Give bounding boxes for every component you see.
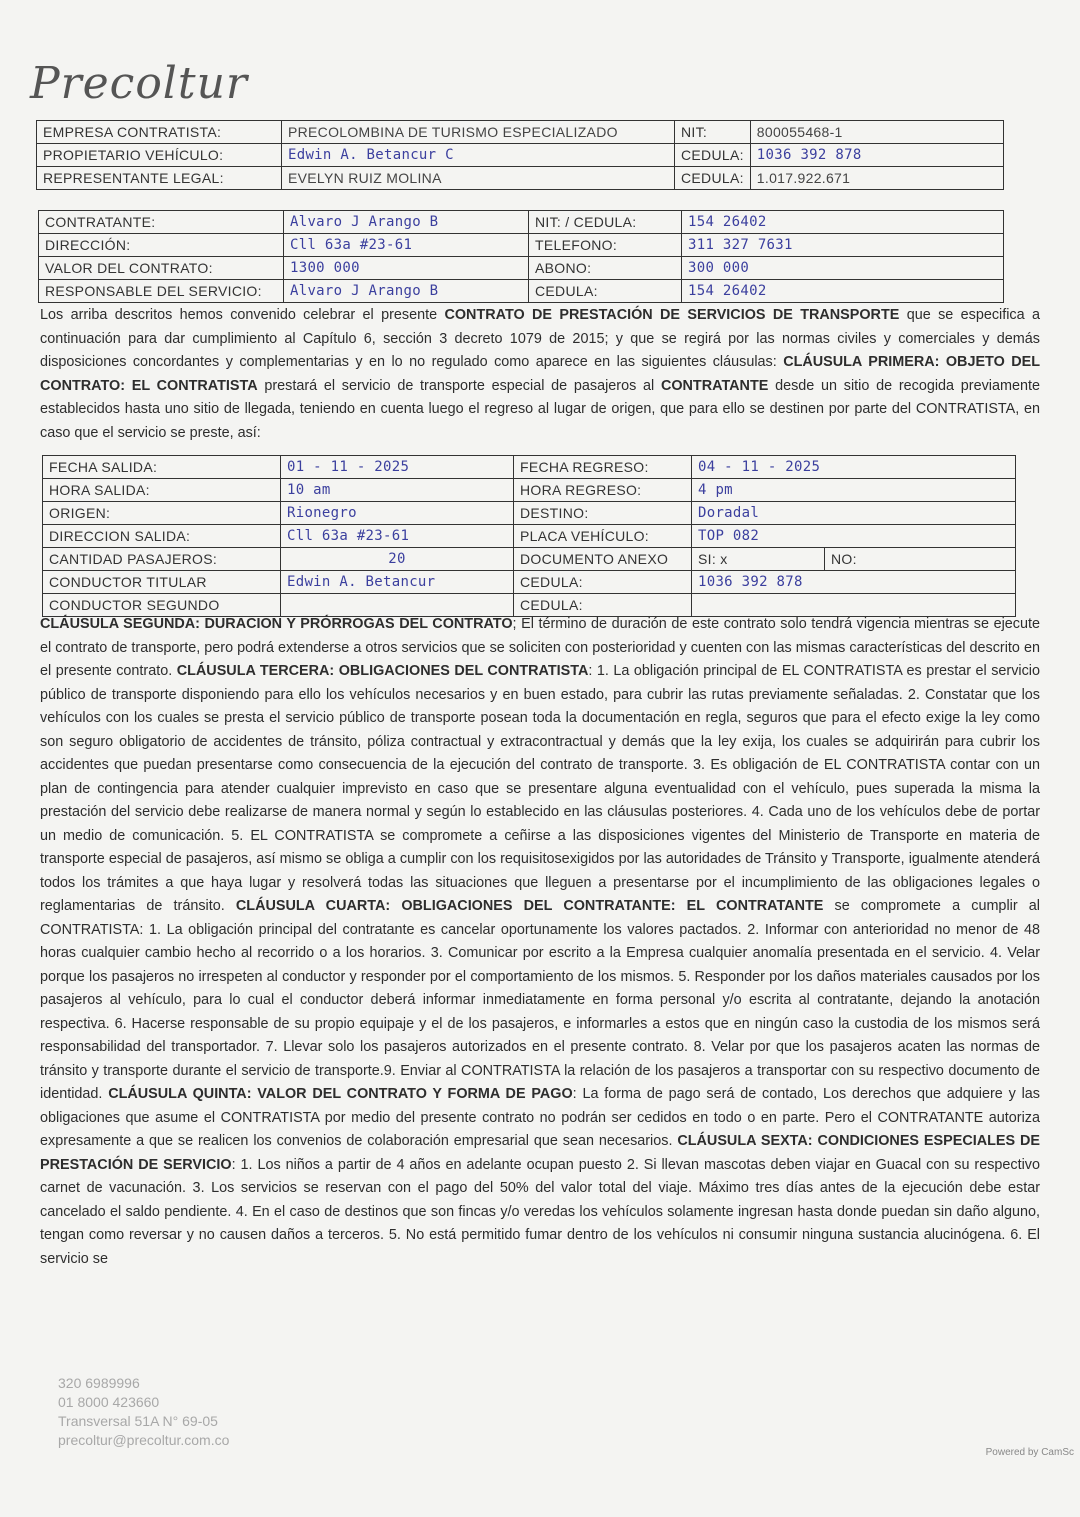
client-table (38, 210, 1004, 303)
nit-value: 800055468-1 (750, 121, 1003, 144)
hora-regreso-label: HORA REGRESO: (514, 479, 692, 502)
cedula-label: CEDULA: (529, 280, 682, 303)
hora-regreso-value: 4 pm (692, 479, 1016, 502)
telefono-value: 311 327 7631 (682, 234, 1004, 257)
abono-value: 300 000 (682, 257, 1004, 280)
direccion-value: Cll 63a #23-61 (284, 234, 529, 257)
valor-value: 1300 000 (284, 257, 529, 280)
clause-3-title: CLÁUSULA TERCERA: OBLIGACIONES DEL CONTRATISTA (176, 663, 589, 679)
cantidad-label: CANTIDAD PASAJEROS: (43, 548, 281, 571)
clause-5-text: : La forma de pago será de contado, Los derechos que adquiere y las obligaciones que asume el CONTRATISTA por medio del presente contrato no podrán ser cedidos en todo o en parte. Pero el CONTRATANTE autoriza expresamente a que se realicen los convenios de colaboración empresarial que sean necesarios. (40, 1086, 1040, 1149)
intro-bold-2: CLÁUSULA PRIMERA: OBJETO DEL CONTRATO: EL CONTRATISTA (40, 354, 1041, 394)
clause-5-title: CLÁUSULA QUINTA: VALOR DEL CONTRATO Y FORMA DE PAGO (108, 1086, 573, 1102)
representante-label: REPRESENTANTE LEGAL: (37, 167, 282, 190)
conductor-segundo-label: CONDUCTOR SEGUNDO (43, 594, 281, 617)
cedula2-label: CEDULA: (675, 167, 751, 190)
valor-label: VALOR DEL CONTRATO: (39, 257, 284, 280)
abono-label: ABONO: (529, 257, 682, 280)
responsable-label: RESPONSABLE DEL SERVICIO: (39, 280, 284, 303)
clause-4-text: se compromete a cumplir al CONTRATISTA: 1. La obligación principal del contratante es cancelar oportunamente los valores pactados. 2. Informar con anterioridad no menor de 48 horas cualquier cambio hecho al recorrido o a los horarios. 3. Comunicar por escrito a la Empresa cualquier anomalía presentada en el servicio. 4. Velar porque los pasajeros no irrespeten al conductor y responder por el comportamiento de los mismos. 5. Responder por los daños materiales causados por los pasajeros al vehículo, para lo cual el conductor deberá informar inmediatamente en forma personal y/o escrita al contratante, dejando la anotación respectiva. 6. Hacerse responsable de su propio equipaje y el de los pasajeros, e informarles a estos que en ningún caso la custodia de los mismos será responsabilidad del transportador. 7. Llevar solo los pasajeros autorizados en el presente contrato. 8. Velar por que los pasajeros acaten las normas de tránsito y transporte durante el servicio de transporte.9. Enviar al CONTRATISTA la relación de los pasajeros a transportar con su respectivo documento de identidad. (40, 898, 1040, 1102)
fecha-regreso-label: FECHA REGRESO: (514, 456, 692, 479)
fecha-salida-label: FECHA SALIDA: (43, 456, 281, 479)
telefono-label: TELEFONO: (529, 234, 682, 257)
intro-paragraph (40, 304, 1040, 445)
propietario-label: PROPIETARIO VEHÍCULO: (37, 144, 282, 167)
clause-3-text: : 1. La obligación principal de EL CONTRATISTA es prestar el servicio público de transporte disponiendo para ello los vehículos necesarios y en buen estado, para cubrir las rutas previamente señaladas. 2. Constatar que los vehículos con los cuales se presta el servicio público de transporte posean toda la documentación en regla, seguros que para el efecto exige la ley como son seguro obligatorio de accidentes de tránsito, póliza contractual y extracontractual y demás que la ley exija, los cuales se adquirirán para cubrir los accidentes que puedan presentarse como consecuencia de la ejecución del contrato de transporte. 3. Es obligación de EL CONTRATISTA contar con un plan de contingencia para atender cualquier imprevisto en caso que se presentare alguna eventualidad con el vehículo, pues superada la misma la prestación del servicio debe realizarse de manera normal y según lo establecido en las cláusulas posteriores. 4. Cada uno de los vehículos debe de portar un medio de comunicación. 5. EL CONTRATISTA se compromete a ceñirse a las disposiciones vigentes del Ministerio de Transporte en materia de transporte especial de pasajeros, así mismo se obliga a cumplir con los requisitosexigidos por las autoridades de Tránsito y Transporte, igualmente atenderá todos los trámites a que haya lugar y resolverá todas las situaciones que lleguen a presentarse por el incumplimiento de las obligaciones legales o reglamentarias de tránsito. (40, 663, 1041, 914)
direccion-salida-value: Cll 63a #23-61 (281, 525, 514, 548)
documento-label: DOCUMENTO ANEXO (514, 548, 692, 571)
company-logo: Precoltur (30, 58, 248, 109)
intro-text-3: prestará el servicio de transporte especial de pasajeros al (257, 377, 661, 394)
footer-email: precoltur@precoltur.com.co (58, 1432, 230, 1448)
cantidad-value: 20 (281, 548, 514, 571)
conductor-titular-label: CONDUCTOR TITULAR (43, 571, 281, 594)
fecha-salida-value: 01 - 11 - 2025 (281, 456, 514, 479)
empresa-label: EMPRESA CONTRATISTA: (37, 121, 282, 144)
intro-bold-3: CONTRATANTE (660, 377, 769, 394)
placa-label: PLACA VEHÍCULO: (514, 525, 692, 548)
clause-4-title: CLÁUSULA CUARTA: OBLIGACIONES DEL CONTRATANTE: EL CONTRATANTE (235, 898, 824, 914)
cedula-titular-value: 1036 392 878 (692, 571, 1016, 594)
documento-si: SI: x (692, 548, 825, 571)
propietario-value: Edwin A. Betancur C (282, 144, 675, 167)
fecha-regreso-value: 04 - 11 - 2025 (692, 456, 1016, 479)
cedula-titular-label: CEDULA: (514, 571, 692, 594)
destino-label: DESTINO: (514, 502, 692, 525)
responsable-value: Alvaro J Arango B (284, 280, 529, 303)
cedula2-value: 1.017.922.671 (750, 167, 1003, 190)
origen-label: ORIGEN: (43, 502, 281, 525)
destino-value: Doradal (692, 502, 1016, 525)
direccion-label: DIRECCIÓN: (39, 234, 284, 257)
cedula1-value: 1036 392 878 (750, 144, 1003, 167)
company-table (36, 120, 1004, 190)
camscanner-watermark: Powered by CamSc (985, 1447, 1074, 1458)
hora-salida-value: 10 am (281, 479, 514, 502)
clause-2-title: CLÁUSULA SEGUNDA: DURACION Y PRÓRROGAS DEL CONTRATO (40, 616, 513, 632)
direccion-salida-label: DIRECCION SALIDA: (43, 525, 281, 548)
conductor-titular-value: Edwin A. Betancur (281, 571, 514, 594)
intro-text-2: que se especifica a continuación para dar cumplimiento al Capítulo 6, sección 3 decreto 1079 de 2015; y que se regirá por las normas civiles y comerciales y demás disposiciones concordantes y complementarias y en lo no regulado como aparece en las siguientes cláusulas: (40, 307, 1040, 370)
footer-address: Transversal 51A N° 69-05 (58, 1413, 218, 1429)
documento-no: NO: (825, 548, 1016, 571)
nit-cedula-value: 154 26402 (682, 211, 1004, 234)
contratante-label: CONTRATANTE: (39, 211, 284, 234)
clause-6-text: : 1. Los niños a partir de 4 años en adelante ocupan puesto 2. Si llevan mascotas deben viajar en Guacal con su respectivo carnet de vacunación. 3. Los servicios se reservan con el pago del 50% del valor total del viaje. Máximo tres días antes de la ejecución debe estar cancelado el saldo pendiente. 4. En el caso de destinos que son fincas y/o veredas los vehículos solamente ingresan hasta donde puedan sin daño alguno, tengan como reversar y no causen daños a terceros. 5. No está permitido fumar dentro de los vehículos ni consumir ninguna sustancia alucinógena. 6. El servicio se (40, 1156, 1040, 1267)
clause-2-text: ; El término de duración de este contrato solo tendrá vigencia mientras se ejecute el contrato de transporte, pero podrá extenderse a otros servicios que se soliciten con posterioridad y cuenten con las mismas características del descrito en el presente contrato. (40, 616, 1040, 679)
contratante-value: Alvaro J Arango B (284, 211, 529, 234)
footer-contact (58, 1374, 229, 1450)
footer-phone-1: 320 6989996 (58, 1375, 140, 1391)
cedula-segundo-label: CEDULA: (514, 594, 692, 617)
cedula1-label: CEDULA: (675, 144, 751, 167)
trip-table (42, 455, 1016, 617)
intro-text-4: desde un sitio de recogida previamente establecidos hasta uno sitio de llegada, teniendo en cuenta luego el regreso al lugar de origen, que para ello se destinen por parte del CONTRATISTA, en caso que el servicio se preste, así: (40, 377, 1040, 441)
intro-bold-1: CONTRATO DE PRESTACIÓN DE SERVICIOS DE TRANSPORTE (444, 307, 900, 323)
placa-value: TOP 082 (692, 525, 1016, 548)
nit-label: NIT: (675, 121, 751, 144)
origen-value: Rionegro (281, 502, 514, 525)
empresa-value: PRECOLOMBINA DE TURISMO ESPECIALIZADO (282, 121, 675, 144)
representante-value: EVELYN RUIZ MOLINA (282, 167, 675, 190)
footer-phone-2: 01 8000 423660 (58, 1394, 160, 1410)
cedula-value: 154 26402 (682, 280, 1004, 303)
clause-6-title: CLÁUSULA SEXTA: CONDICIONES ESPECIALES DE PRESTACIÓN DE SERVICIO (40, 1133, 1040, 1173)
hora-salida-label: HORA SALIDA: (43, 479, 281, 502)
clauses-paragraph (40, 613, 1040, 1271)
intro-text-1: Los arriba descritos hemos convenido celebrar el presente (40, 307, 445, 323)
nit-cedula-label: NIT: / CEDULA: (529, 211, 682, 234)
